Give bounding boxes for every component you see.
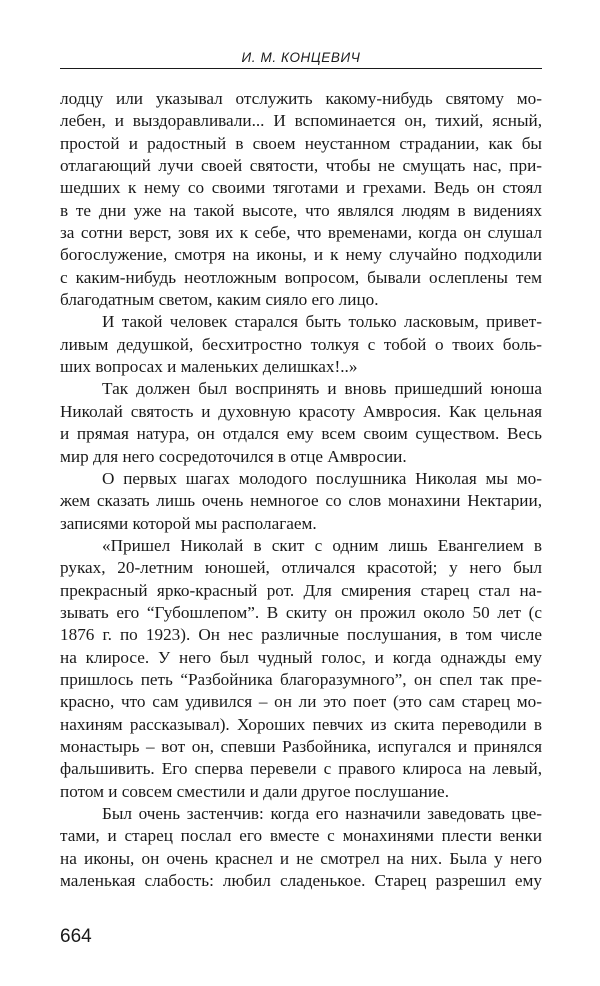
text-line: записями которой мы располагаем. (60, 513, 317, 533)
text-line: мир для него сосредоточился в отце Амвросии. (60, 446, 407, 466)
text-line: тами, и старец послал его вместе с монахинями плести венки (60, 826, 542, 846)
text-line: на клиросе. У него был чудный голос, и когда однажды ему (60, 647, 542, 667)
text-line: Так должен был воспринять и вновь пришедший юноша (102, 379, 542, 399)
text-line: ливым дедушкой, бесхитростно толкуя с тобой о твоих боль- (60, 334, 542, 354)
text-line: Николай святость и духовную красоту Амвросия. Как цельная (60, 401, 542, 421)
text-line: «Пришел Николай в скит с одним лишь Евангелием в (102, 535, 542, 555)
text-line: Был очень застенчив: когда его назначили заведовать цве- (102, 804, 542, 823)
text-line: шедших к нему со своими тяготами и грехами. Ведь он стоял (60, 178, 542, 198)
text-line: богослужение, смотря на иконы, и к нему случайно подходили (60, 245, 542, 265)
text-line: благодатным светом, каким сияло его лицо. (60, 290, 379, 310)
text-line: простой и радостный в своем неустанном страдании, как бы (60, 133, 542, 153)
text-line: И такой человек старался быть только ласковым, привет- (102, 312, 542, 332)
body-text (60, 88, 542, 892)
text-line: руках, 20-летним юношей, отличался красотой; у него был (60, 558, 542, 578)
text-line: потом и совсем сместили и дали другое послушание. (60, 781, 449, 801)
text-line: маленькая слабость: любил сладенькое. Старец разрешил ему (60, 871, 542, 891)
text-line: ших вопросах и маленьких делишках!..» (60, 357, 358, 377)
text-line: О первых шагах молодого послушника Николая мы мо- (102, 468, 542, 488)
text-line: лодцу или указывал отслужить какому-нибудь святому мо- (60, 89, 542, 108)
page-number: 664 (60, 926, 92, 947)
text-line: жем сказать лишь очень немногое со слов монахини Нектарии, (60, 491, 542, 511)
text-line: нахиням рассказывал). Хороших певчих из скита переводили в (60, 714, 542, 734)
header-rule (60, 68, 542, 69)
text-line: за сотни верст, зовя их к себе, что временами, когда он слушал (60, 223, 542, 243)
text-line: и прямая натура, он отдался ему всем своим существом. Весь (60, 424, 542, 444)
text-line: красно, что сам удивился – он ли это поет (это сам старец мо- (60, 692, 542, 712)
text-line: 1876 г. по 1923). Он нес различные послушания, в том числе (60, 625, 542, 645)
text-line: в те дни уже на такой высоте, что являлся людям в видениях (60, 200, 542, 220)
text-line: на иконы, он очень краснел и не смотрел на них. Была у него (60, 848, 542, 868)
text-line: лебен, и выздоравливали... И вспоминается он, тихий, ясный, (60, 111, 542, 131)
text-line: монастырь – вот он, спевши Разбойника, испугался и принялся (60, 736, 542, 756)
text-line: пришлось петь “Разбойника благоразумного”, он спел так пре- (60, 669, 542, 689)
text-line: зывать его “Губошлепом”. В скиту он прожил около 50 лет (с (60, 602, 542, 622)
text-line: фальшивить. Его сперва перевели с правого клироса на левый, (60, 759, 542, 779)
text-line: с каким-нибудь неотложным вопросом, бывали ослеплены тем (60, 267, 542, 287)
text-line: отлагающий лучи своей святости, чтобы не смущать нас, при- (60, 156, 542, 176)
running-head: И. М. КОНЦЕВИЧ (241, 50, 361, 65)
text-line: прекрасный ярко-красный рот. Для смирения старец стал на- (60, 580, 542, 600)
